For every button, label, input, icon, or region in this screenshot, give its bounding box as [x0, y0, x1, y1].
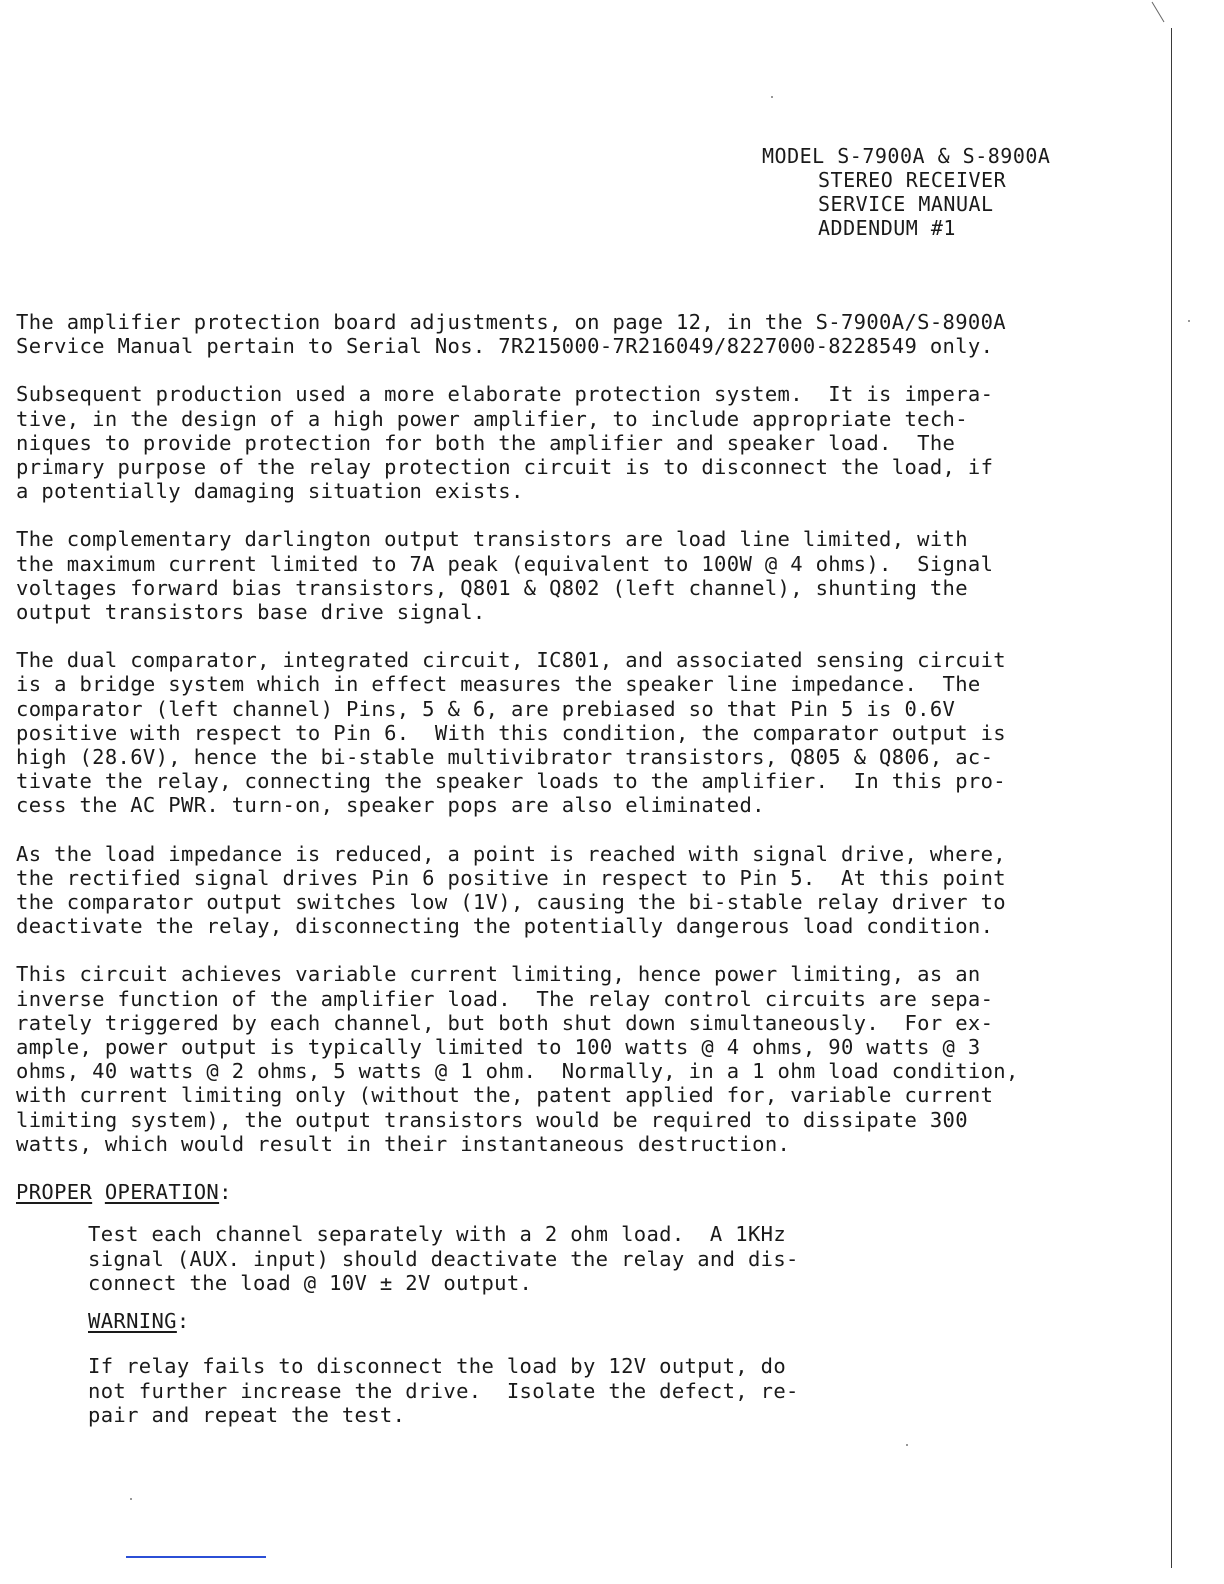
warning-text: If relay fails to disconnect the load by 12V output, do not further increase the drive. Isolate the defect, re- pair and repeat the test.	[88, 1354, 799, 1427]
scan-corner-mark	[1150, 0, 1172, 26]
paragraph-5: As the load impedance is reduced, a point is reached with signal drive, where, the rectified signal drives Pin 6 positive in respect to Pin 5. At this point the comparator output switches low (1V), causing the bi-stable relay driver to deactivate the relay, disconnecting the potentially dangerous load condition.	[16, 841, 1006, 939]
document-header	[762, 144, 1050, 240]
scan-speck	[771, 96, 773, 98]
paragraph-6: This circuit achieves variable current limiting, hence power limiting, as an inverse function of the amplifier load. The relay control circuits are sepa- rately triggered by each channel, but both shut down simultaneously. For ex- ample, power output is typically limited to 100 watts @ 4 ohms, 90 watts @ 3 ohms, 40 watts @ 2 ohms, 5 watts @ 1 ohm. Normally, in a 1 ohm load condition, with current limiting only (without the, patent applied for, variable current limiting system), the output transistors would be required to dissipate 300 watts, which would result in their instantaneous destruction.	[16, 962, 1019, 1156]
header-line-3: SERVICE MANUAL	[818, 192, 994, 216]
proper-operation-heading	[16, 1180, 1136, 1204]
paragraph-3: The complementary darlington output transistors are load line limited, with the maximum current limited to 7A peak (equivalent to 100W @ 4 ohms). Signal voltages forward bias transistors, Q801 & Q802 (left channel), shunting the output transistors base drive signal.	[16, 527, 994, 625]
warning-heading	[88, 1309, 908, 1334]
header-line-2: STEREO RECEIVER	[818, 168, 1007, 192]
proper-operation-section	[88, 1222, 908, 1296]
paragraph-4: The dual comparator, integrated circuit, IC801, and associated sensing circuit is a bridge system which in effect measures the speaker line impedance. The comparator (left channel) Pins, 5 & 6, are prebiased so that Pin 5 is 0.6V positive with respect to Pin 6. With this condition, the comparator output is high (28.6V), hence the bi-stable multivibrator transistors, Q805 & Q806, ac- tivate the relay, connecting the speaker loads to the amplifier. In this pro- cess the AC PWR. turn-on, speaker pops are also eliminated.	[16, 648, 1006, 818]
header-model: MODEL S-7900A & S-8900A	[762, 144, 1051, 168]
scan-edge-line	[1171, 28, 1172, 1568]
proper-operation-heading-word2: OPERATION	[104, 1180, 220, 1205]
proper-operation-text: Test each channel separately with a 2 ohm load. A 1KHz signal (AUX. input) should deactivate the relay and dis- connect the load @ 10V ± 2V output.	[88, 1222, 799, 1295]
scan-speck	[130, 1498, 132, 1500]
paragraph-1: The amplifier protection board adjustments, on page 12, in the S-7900A/S-8900A Service Manual pertain to Serial Nos. 7R215000-7R216049/8227000-8228549 only.	[16, 310, 1006, 359]
warning-heading-colon: :	[176, 1309, 190, 1333]
warning-section	[88, 1354, 908, 1428]
warning-heading-word: WARNING	[88, 1309, 177, 1333]
scan-speck	[906, 1444, 908, 1446]
paragraph-2: Subsequent production used a more elaborate protection system. It is impera- tive, in the design of a high power amplifier, to include appropriate tech- niques to provide protection for both the amplifier and speaker load. The primary purpose of the relay protection circuit is to disconnect the load, if a potentially damaging situation exists.	[16, 382, 994, 504]
scan-blue-mark	[126, 1556, 266, 1558]
header-line-4: ADDENDUM #1	[818, 216, 956, 240]
scan-speck	[1188, 320, 1190, 322]
proper-operation-heading-word1: PROPER	[16, 1180, 93, 1205]
document-body	[16, 310, 1136, 1224]
proper-operation-heading-colon: :	[219, 1180, 232, 1205]
